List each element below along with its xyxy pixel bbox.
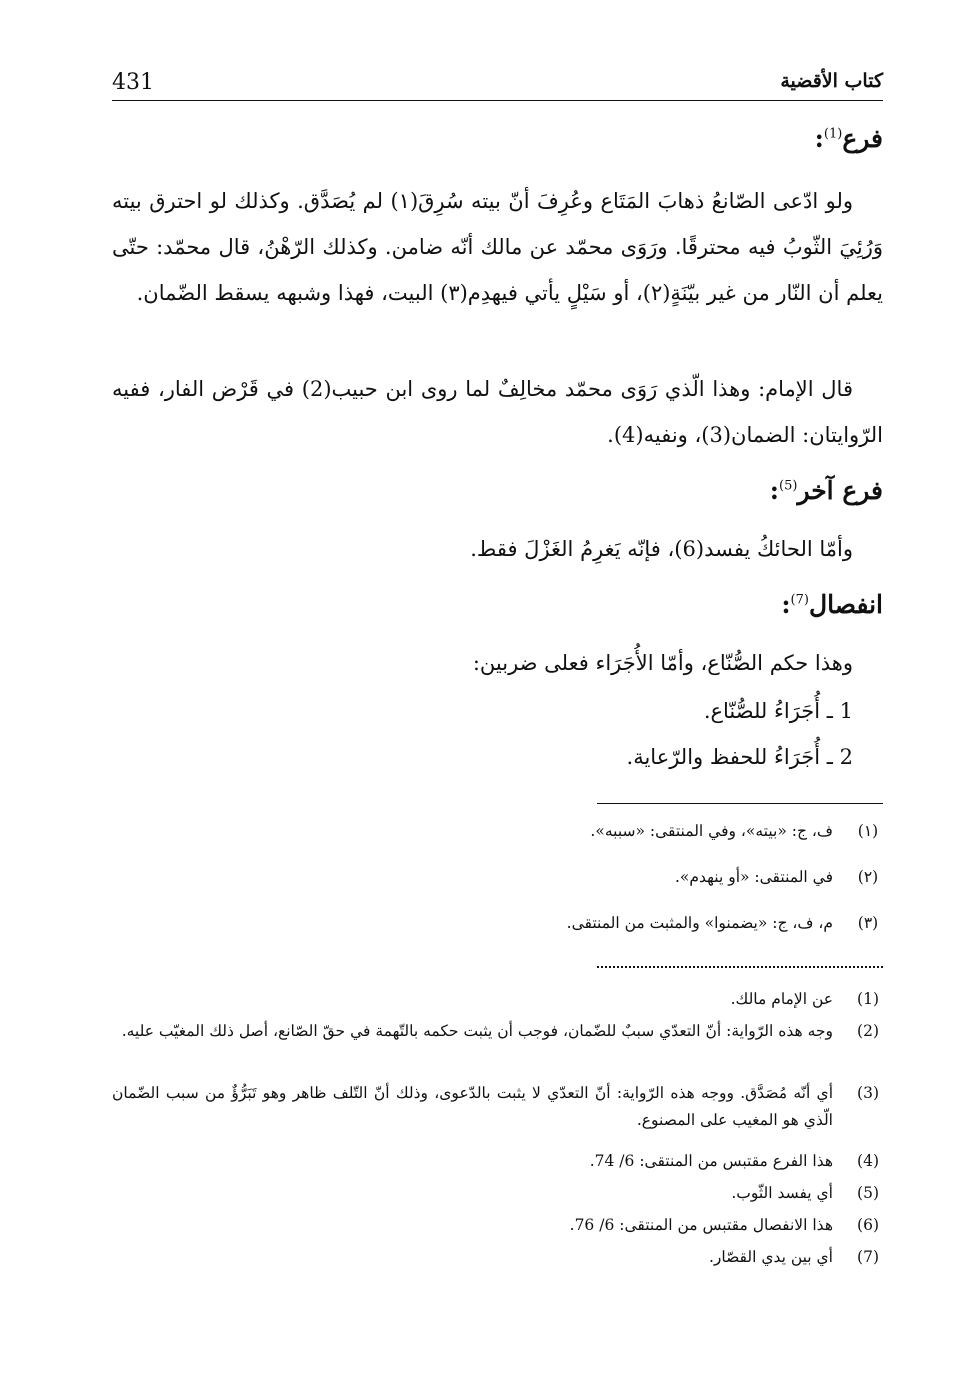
types-list — [112, 688, 883, 780]
editor-note — [112, 1080, 883, 1134]
note-number: (5) — [857, 1184, 879, 1202]
editor-note — [112, 986, 883, 1013]
section-heading-far — [112, 124, 883, 153]
editor-note — [112, 1212, 883, 1239]
note-text: وجه هذه الرّواية: أنّ التعدّي سببٌ للضّمان، فوجب أن يثبت حكمه بالتّهمة في حقّ الصّانع، أصل ذلك المغيّب عليه. — [121, 1022, 833, 1040]
running-header — [112, 66, 883, 101]
note-number: (٣) — [857, 914, 879, 932]
list-item: 1 ـ أُجَرَاءُ للصُّنّاع. — [703, 699, 853, 723]
footnote-ref: (1) — [823, 126, 843, 142]
note-number: (3) — [857, 1084, 879, 1102]
heading-colon: : — [769, 476, 779, 505]
editor-note — [112, 1148, 883, 1175]
paragraph-2: قال الإمام: وهذا الّذي رَوَى محمّد مخالِفٌ لما روى ابن حبيب(2) في قَرْض الفار، ففيه الرّوايتان: الضمان(3)، ونفيه(4). — [112, 377, 883, 447]
footnote-separator — [597, 803, 883, 804]
editor-note — [112, 1244, 883, 1271]
note-number: (١) — [857, 822, 879, 840]
section-heading-far-akhar — [112, 476, 883, 505]
paragraph-4: وهذا حكم الصُّنّاع، وأمّا الأُجَرَاء فعلى ضربين: — [472, 651, 853, 675]
note-number: (4) — [857, 1152, 879, 1170]
note-number: (7) — [857, 1248, 879, 1266]
paragraph-1: ولو ادّعى الصّانعُ ذهابَ المَتَاع وعُرِفَ أنّ بيته سُرِقَ(١) لم يُصَدَّق. وكذلك لو احترق بيته وَرُئِيَ الثّوبُ فيه محترقًا. ورَوَى محمّد عن مالك أنّه ضامن. وكذلك الرّهْنُ، قال محمّد: حتّى يعلم أن النّار من غير بيّنَةٍ(٢)، أو سَيْلٍ يأتي فيهدِم(٣) البيت، فهذا وشبهه يسقط الضّمان. — [112, 189, 883, 305]
note-text: م، ف، ج: «يضمنوا» والمثبت من المنتقى. — [566, 914, 833, 932]
heading-colon: : — [781, 590, 791, 619]
heading-text: فرع آخر — [797, 476, 883, 505]
note-number: (٢) — [857, 868, 879, 886]
manuscript-note — [112, 910, 883, 937]
note-text: أي بين يدي القصّار. — [708, 1248, 833, 1266]
heading-text: فرع — [842, 124, 883, 153]
note-text: عن الإمام مالك. — [730, 990, 833, 1008]
note-number: (1) — [857, 990, 879, 1008]
manuscript-note — [112, 818, 883, 845]
heading-text: انفصال — [808, 590, 883, 619]
note-text: هذا الانفصال مقتبس من المنتقى: 6/ 76. — [569, 1216, 833, 1234]
note-text: في المنتقى: «أو ينهدم». — [675, 868, 833, 886]
section-heading-infisal — [112, 590, 883, 619]
note-text: هذا الفرع مقتبس من المنتقى: 6/ 74. — [589, 1152, 833, 1170]
editor-note — [112, 1018, 883, 1045]
note-number: (2) — [857, 1022, 879, 1040]
footnote-ref: (7) — [790, 592, 809, 608]
heading-colon: : — [814, 124, 824, 153]
chapter-title: كتاب الأقضية — [780, 70, 883, 92]
list-item: 2 ـ أُجَرَاءُ للحفظ والرّعاية. — [626, 745, 853, 769]
footnote-ref: (5) — [779, 478, 798, 494]
note-text: أي يفسد الثّوب. — [731, 1184, 833, 1202]
paragraph-3: وأمّا الحائكُ يفسد(6)، فإنّه يَغرِمُ الغَزْلَ فقط. — [470, 537, 853, 561]
manuscript-note — [112, 864, 883, 891]
note-number: (6) — [857, 1216, 879, 1234]
editor-note — [112, 1180, 883, 1207]
note-text: ف، ج: «بيته»، وفي المنتقى: «سببه». — [590, 822, 833, 840]
note-text: أي أنّه مُصَدَّق. ووجه هذه الرّواية: أنّ التعدّي لا يثبت بالدّعوى، وذلك أنّ التّلف ظاهر وهو تَبَرُّؤٌ من سبب الضّمان الّذي هو المغيب على المصنوع. — [112, 1084, 833, 1129]
page-number: 431 — [112, 70, 154, 95]
footnote-separator-dotted — [597, 966, 883, 968]
